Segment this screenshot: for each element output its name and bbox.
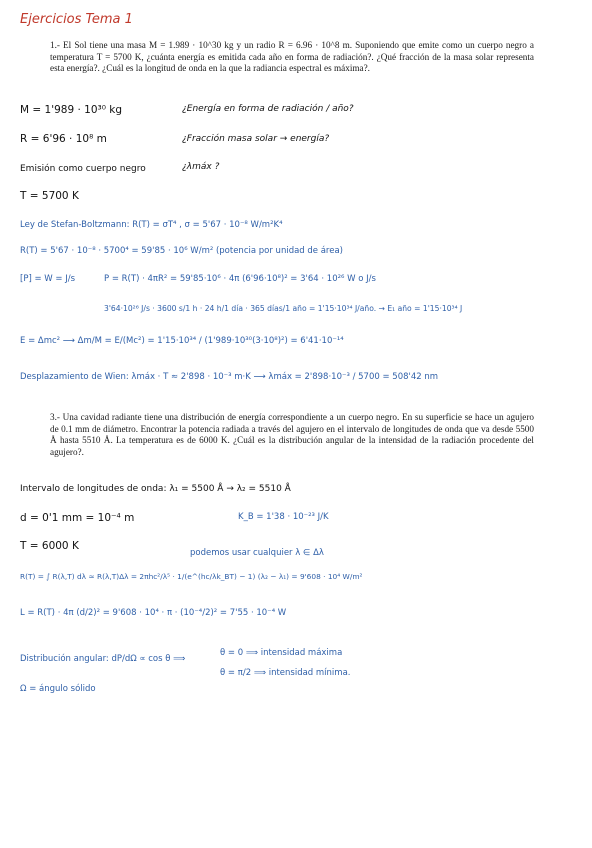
data-emission: Emisión como cuerpo negro: [20, 164, 146, 174]
radiance-value: R(T) = 5'67 · 10⁻⁸ · 5700⁴ = 59'85 · 10⁶ W/m² (potencia por unidad de área): [20, 246, 343, 256]
theta-half-pi: θ = π/2 ⟹ intensidad mínima.: [220, 668, 351, 678]
boltzmann-constant: K_B = 1'38 · 10⁻²³ J/K: [238, 512, 329, 522]
wien-displacement: Desplazamiento de Wien: λmáx · T ≈ 2'898 · 10⁻³ m·K ⟶ λmáx = 2'898·10⁻³ / 5700 = 508'42 nm: [20, 372, 439, 382]
yearly-energy: 3'64·10²⁶ J/s · 3600 s/1 h · 24 h/1 día · 365 días/1 año = 1'15·10³⁴ J/año. → E₁ año = 1'15·10³⁴ J: [104, 304, 463, 313]
stefan-boltzmann-law: Ley de Stefan-Boltzmann: R(T) = σT⁴ , σ = 5'67 · 10⁻⁸ W/m²K⁴: [20, 220, 283, 230]
power-units: [P] = W = J/s: [20, 274, 76, 284]
spectral-radiance: R(T) = ∫ R(λ,T) dλ ≃ R(λ,T)Δλ = 2πhc²/λ⁵ · 1/(e^(hc/λk_BT) − 1) (λ₂ − λ₁) = 9'608 · 10⁴ W/m²: [20, 572, 363, 581]
question-energy: ¿Energía en forma de radiación / año?: [182, 104, 354, 114]
page-title: Ejercicios Tema 1: [20, 12, 133, 27]
approximation-note: podemos usar cualquier λ ∈ Δλ: [190, 548, 324, 558]
total-power: P = R(T) · 4πR² = 59'85·10⁶ · 4π (6'96·10⁸)² = 3'64 · 10²⁶ W o J/s: [104, 274, 376, 284]
question-fraction: ¿Fracción masa solar → energía?: [182, 134, 330, 144]
wavelength-interval: Intervalo de longitudes de onda: λ₁ = 5500 Å → λ₂ = 5510 Å: [20, 484, 291, 494]
hole-diameter: d = 0'1 mm = 10⁻⁴ m: [20, 512, 135, 524]
cavity-temperature: T = 6000 K: [20, 540, 79, 552]
angular-distribution: Distribución angular: dP/dΩ ∝ cos θ ⟹: [20, 654, 186, 664]
solid-angle-note: Ω = ángulo sólido: [20, 684, 96, 694]
data-radius: R = 6'96 · 10⁸ m: [20, 133, 107, 145]
radiated-power: L = R(T) · 4π (d/2)² = 9'608 · 10⁴ · π · (10⁻⁴/2)² = 7'55 · 10⁻⁴ W: [20, 608, 287, 618]
question-lambda-max: ¿λmáx ?: [182, 162, 220, 172]
mass-fraction: E = Δmc² ⟶ Δm/M = E/(Mc²) = 1'15·10³⁴ / (1'989·10³⁰(3·10⁸)²) = 6'41·10⁻¹⁴: [20, 336, 344, 346]
problem-3-statement: 3.- Una cavidad radiante tiene una distribución de energía correspondiente a un cuerpo negro. En su superficie se hace un agujero de 0.1 mm de diámetro. Encontrar la potencia radiada a través del agujero en el intervalo de longitudes de onda que va desde 5500 Å hasta 5510 Å. La temperatura es de 6000 K. ¿Cuál es la distribución angular de la intensidad de la radiación procedente del agujero?.: [50, 412, 534, 457]
data-temperature: T = 5700 K: [20, 190, 79, 202]
problem-1-statement: 1.- El Sol tiene una masa M = 1.989 · 10^30 kg y un radio R = 6.96 · 10^8 m. Suponiendo que emite como un cuerpo negro a temperatura T = 5700 K, ¿cuánta energía es emitida cada año en forma de radiación?. ¿Qué fracción de la masa solar representa esta energía?. ¿Cuál es la longitud de onda en la que la radiancia espectral es máxima?.: [50, 40, 534, 74]
theta-zero: θ = 0 ⟹ intensidad máxima: [220, 648, 343, 658]
data-mass: M = 1'989 · 10³⁰ kg: [20, 104, 123, 116]
